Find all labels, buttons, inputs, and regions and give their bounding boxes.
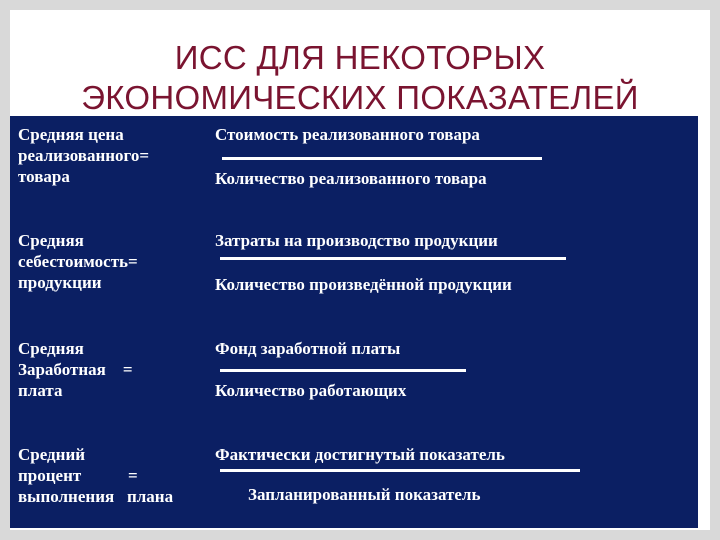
formula-numerator: Затраты на производство продукции: [215, 231, 498, 250]
formula-denominator: Количество произведённой продукции: [215, 275, 512, 294]
fraction-bar: [220, 469, 580, 472]
formula-label-line: Средняя цена: [18, 125, 124, 144]
fraction-bar: [222, 157, 542, 160]
formula-label-line: продукции: [18, 273, 102, 292]
formula-label-line: Средняя: [18, 339, 84, 358]
formula-label-line: плата: [18, 381, 63, 400]
slide-title: [10, 38, 710, 118]
formula-panel: [10, 116, 698, 528]
formula-denominator: Запланированный показатель: [248, 485, 481, 504]
formula-label-line: Средний: [18, 445, 86, 464]
formula-denominator: Количество работающих: [215, 381, 407, 400]
formula-label-line: процент =: [18, 466, 138, 485]
formula-label-line: Заработная =: [18, 360, 133, 379]
formula-denominator: Количество реализованного товара: [215, 169, 487, 188]
title-line-2: ЭКОНОМИЧЕСКИХ ПОКАЗАТЕЛЕЙ: [81, 79, 639, 116]
formula-numerator: Стоимость реализованного товара: [215, 125, 480, 144]
formula-label-line: Средняя: [18, 231, 84, 250]
fraction-bar: [220, 257, 566, 260]
formula-numerator: Фактически достигнутый показатель: [215, 445, 505, 464]
title-line-1: ИСС ДЛЯ НЕКОТОРЫХ: [174, 39, 546, 76]
formula-numerator: Фонд заработной платы: [215, 339, 401, 358]
formula-label-line: реализованного=: [18, 146, 150, 165]
fraction-bar: [220, 369, 466, 372]
formula-label-line: выполнения плана: [18, 487, 174, 506]
formula-label-line: себестоимость=: [18, 252, 138, 271]
formula-label-line: товара: [18, 167, 70, 186]
